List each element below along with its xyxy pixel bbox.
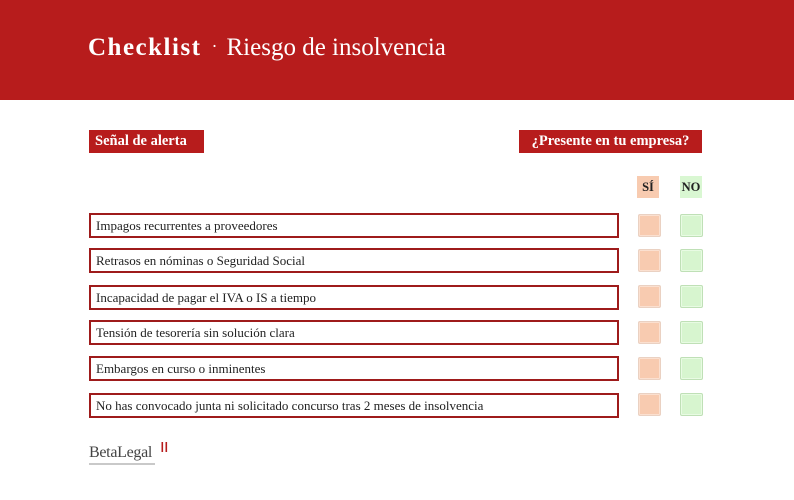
checkbox-yes[interactable] xyxy=(638,393,661,416)
column-header-yes: SÍ xyxy=(637,176,659,198)
checkbox-no[interactable] xyxy=(680,249,703,272)
checkbox-yes[interactable] xyxy=(638,357,661,380)
checklist-item: Embargos en curso o inminentes xyxy=(89,356,619,381)
logo-mark-icon xyxy=(161,442,169,452)
checkbox-yes[interactable] xyxy=(638,285,661,308)
checklist-item: Tensión de tesorería sin solución clara xyxy=(89,320,619,345)
column-header-no: NO xyxy=(680,176,702,198)
checkbox-no[interactable] xyxy=(680,285,703,308)
header-banner xyxy=(0,0,794,100)
checklist-item: Retrasos en nóminas o Seguridad Social xyxy=(89,248,619,273)
warning-sign-label: Señal de alerta xyxy=(89,130,204,153)
title-separator: · xyxy=(211,36,218,56)
checkbox-no[interactable] xyxy=(680,214,703,237)
title-topic: Riesgo de insolvencia xyxy=(226,34,446,61)
logo-text: BetaLegal xyxy=(89,444,153,461)
checkbox-yes[interactable] xyxy=(638,214,661,237)
betalegal-logo xyxy=(89,444,152,466)
checklist-item: Incapacidad de pagar el IVA o IS a tiempo xyxy=(89,285,619,310)
logo-tagline xyxy=(89,463,155,465)
checkbox-yes[interactable] xyxy=(638,249,661,272)
page-title xyxy=(88,34,446,62)
present-in-company-label: ¿Presente en tu empresa? xyxy=(519,130,702,153)
checkbox-no[interactable] xyxy=(680,393,703,416)
checkbox-yes[interactable] xyxy=(638,321,661,344)
checklist-item: No has convocado junta ni solicitado concurso tras 2 meses de insolvencia xyxy=(89,393,619,418)
checkbox-no[interactable] xyxy=(680,357,703,380)
title-checklist: Checklist xyxy=(88,34,202,61)
checkbox-no[interactable] xyxy=(680,321,703,344)
checklist-item: Impagos recurrentes a proveedores xyxy=(89,213,619,238)
